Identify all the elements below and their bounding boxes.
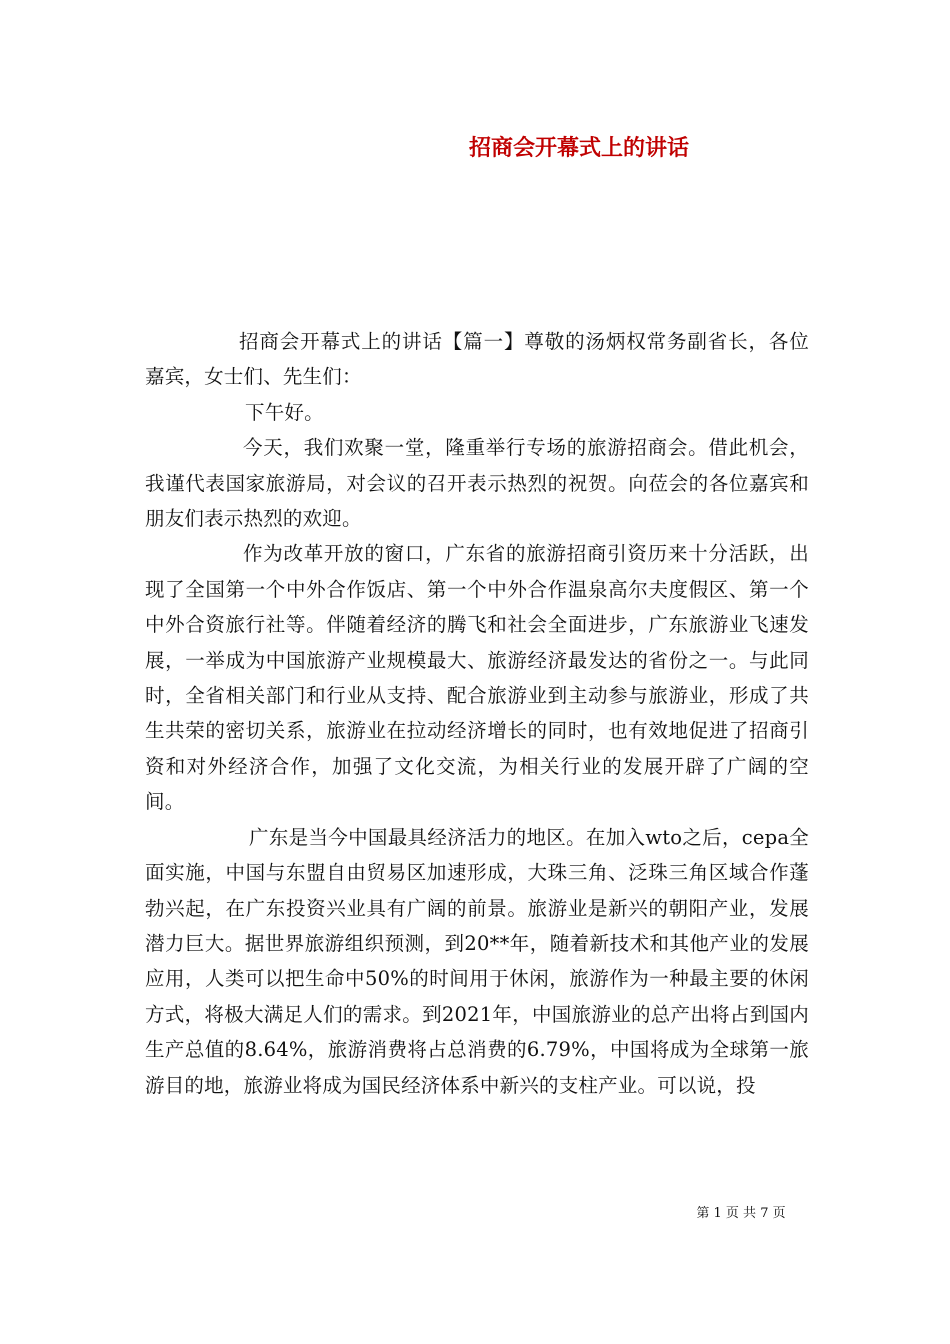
paragraph-welcome: 今天，我们欢聚一堂，隆重举行专场的旅游招商会。借此机会，我谨代表国家旅游局，对会议的召开表示热烈的祝贺。向莅会的各位嘉宾和朋友们表示热烈的欢迎。 xyxy=(145,436,809,531)
paragraph-good-afternoon: 下午好。 xyxy=(245,400,324,424)
paragraph-greeting: 招商会开幕式上的讲话【篇一】尊敬的汤炳权常务副省长，各位嘉宾，女士们、先生们： xyxy=(145,330,809,389)
document-title: 招商会开幕式上的讲话 xyxy=(468,135,689,161)
paragraph-economic-outlook: 广东是当今中国最具经济活力的地区。在加入wto之后，cepa全面实施，中国与东盟自由贸易区加速形成，大珠三角、泛珠三角区域合作蓬勃兴起，在广东投资兴业具有广阔的前景。旅游业是新兴的朝阳产业，发展潜力巨大。据世界旅游组织预测，到20**年，随着新技术和其他产业的发展应用，人类可以把生命中50%的时间用于休闲，旅游作为一种最主要的休闲方式，将极大满足人们的需求。到2021年，中国旅游业的总产出将占到国内生产总值的8.64%，旅游消费将占总消费的6.79%，中国将成为全球第一旅游目的地，旅游业将成为国民经济体系中新兴的支柱产业。可以说，投 xyxy=(145,825,809,1097)
page-number: 第 1 页 共 7 页 xyxy=(696,1206,786,1221)
paragraph-guangdong-tourism: 作为改革开放的窗口，广东省的旅游招商引资历来十分活跃，出现了全国第一个中外合作饭店、第一个中外合作温泉高尔夫度假区、第一个中外合资旅行社等。伴随着经济的腾飞和社会全面进步，广东旅游业飞速发展，一举成为中国旅游产业规模最大、旅游经济最发达的省份之一。与此同时，全省相关部门和行业从支持、配合旅游业到主动参与旅游业，形成了共生共荣的密切关系，旅游业在拉动经济增长的同时，也有效地促进了招商引资和对外经济合作，加强了文化交流，为相关行业的发展开辟了广阔的空间。 xyxy=(145,542,809,814)
document-body xyxy=(145,324,809,1103)
